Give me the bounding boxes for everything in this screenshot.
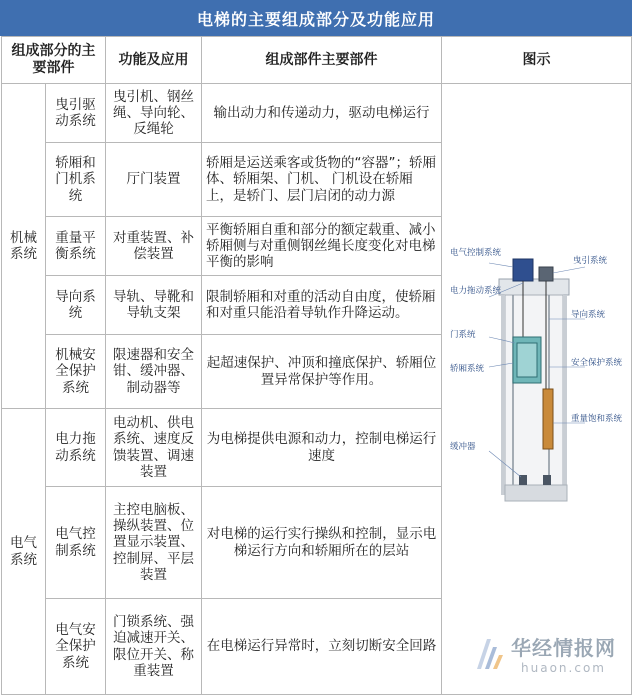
label-guide: 导向系统 bbox=[570, 310, 605, 320]
row-parts: 限速器和安全钳、缓冲器、制动器等 bbox=[106, 335, 202, 409]
row-desc: 起超速保护、冲顶和撞底保护、轿厢位置异常保护等作用。 bbox=[202, 335, 442, 409]
row-parts: 对重装置、补偿装置 bbox=[106, 217, 202, 276]
elevator-diagram bbox=[449, 239, 625, 539]
elevator-components-table bbox=[1, 36, 632, 695]
header-parts: 组成部件主要部件 bbox=[202, 37, 442, 84]
watermark-cn: 华经情报网 bbox=[511, 636, 616, 660]
label-power-drive: 电力拖动系统 bbox=[449, 286, 501, 296]
row-sub: 曳引驱动系统 bbox=[46, 84, 106, 143]
label-car: 轿厢系统 bbox=[449, 364, 484, 374]
page-title: 电梯的主要组成部分及功能应用 bbox=[0, 0, 632, 36]
header-function: 功能及应用 bbox=[106, 37, 202, 84]
row-sub: 重量平衡系统 bbox=[46, 217, 106, 276]
header-component: 组成部分的主要部件 bbox=[2, 37, 106, 84]
label-traction: 曳引系统 bbox=[572, 256, 607, 266]
table-header-row bbox=[2, 37, 632, 84]
group-electrical: 电气系统 bbox=[2, 409, 46, 695]
row-desc: 限制轿厢和对重的活动自由度，使轿厢和对重只能沿着导轨作升降运动。 bbox=[202, 276, 442, 335]
label-safety: 安全保护系统 bbox=[570, 358, 622, 368]
row-desc: 为电梯提供电源和动力，控制电梯运行速度 bbox=[202, 409, 442, 487]
header-diagram: 图示 bbox=[442, 37, 632, 84]
row-desc: 对电梯的运行实行操纵和控制，显示电梯运行方向和轿厢所在的层站 bbox=[202, 487, 442, 599]
row-parts: 导轨、导靴和导轨支架 bbox=[106, 276, 202, 335]
row-sub: 轿厢和门机系统 bbox=[46, 143, 106, 217]
row-parts: 厅门装置 bbox=[106, 143, 202, 217]
label-elec-control: 电气控制系统 bbox=[449, 248, 501, 258]
row-parts: 主控电脑板、操纵装置、位置显示装置、控制屏、平层装置 bbox=[106, 487, 202, 599]
row-sub: 电力拖动系统 bbox=[46, 409, 106, 487]
label-buffer: 缓冲器 bbox=[449, 442, 476, 452]
row-desc: 平衡轿厢自重和部分的额定载重、减小轿厢侧与对重侧钢丝绳长度变化对电梯平衡的影响 bbox=[202, 217, 442, 276]
row-desc: 轿厢是运送乘客或货物的“容器”；轿厢体、轿厢架、门机、 门机设在轿厢上，是轿门、层门启闭的动力源 bbox=[202, 143, 442, 217]
group-mechanical: 机械系统 bbox=[2, 84, 46, 409]
row-parts: 电动机、供电系统、速度反馈装置、调速装置 bbox=[106, 409, 202, 487]
row-parts: 门锁系统、强迫减速开关、限位开关、称重装置 bbox=[106, 599, 202, 695]
watermark bbox=[471, 632, 616, 675]
row-desc: 输出动力和传递动力，驱动电梯运行 bbox=[202, 84, 442, 143]
row-parts: 曳引机、钢丝绳、导向轮、反绳轮 bbox=[106, 84, 202, 143]
row-sub: 机械安全保护系统 bbox=[46, 335, 106, 409]
row-sub: 导向系统 bbox=[46, 276, 106, 335]
row-desc: 在电梯运行异常时，立刻切断安全回路 bbox=[202, 599, 442, 695]
row-sub: 电气安全保护系统 bbox=[46, 599, 106, 695]
label-balance: 重量饱和系统 bbox=[570, 414, 622, 424]
label-door: 门系统 bbox=[449, 330, 476, 340]
huaon-logo-icon bbox=[471, 635, 505, 673]
table-row bbox=[2, 84, 632, 143]
diagram-cell bbox=[442, 84, 632, 695]
watermark-en: huaon.com bbox=[521, 661, 606, 675]
row-sub: 电气控制系统 bbox=[46, 487, 106, 599]
